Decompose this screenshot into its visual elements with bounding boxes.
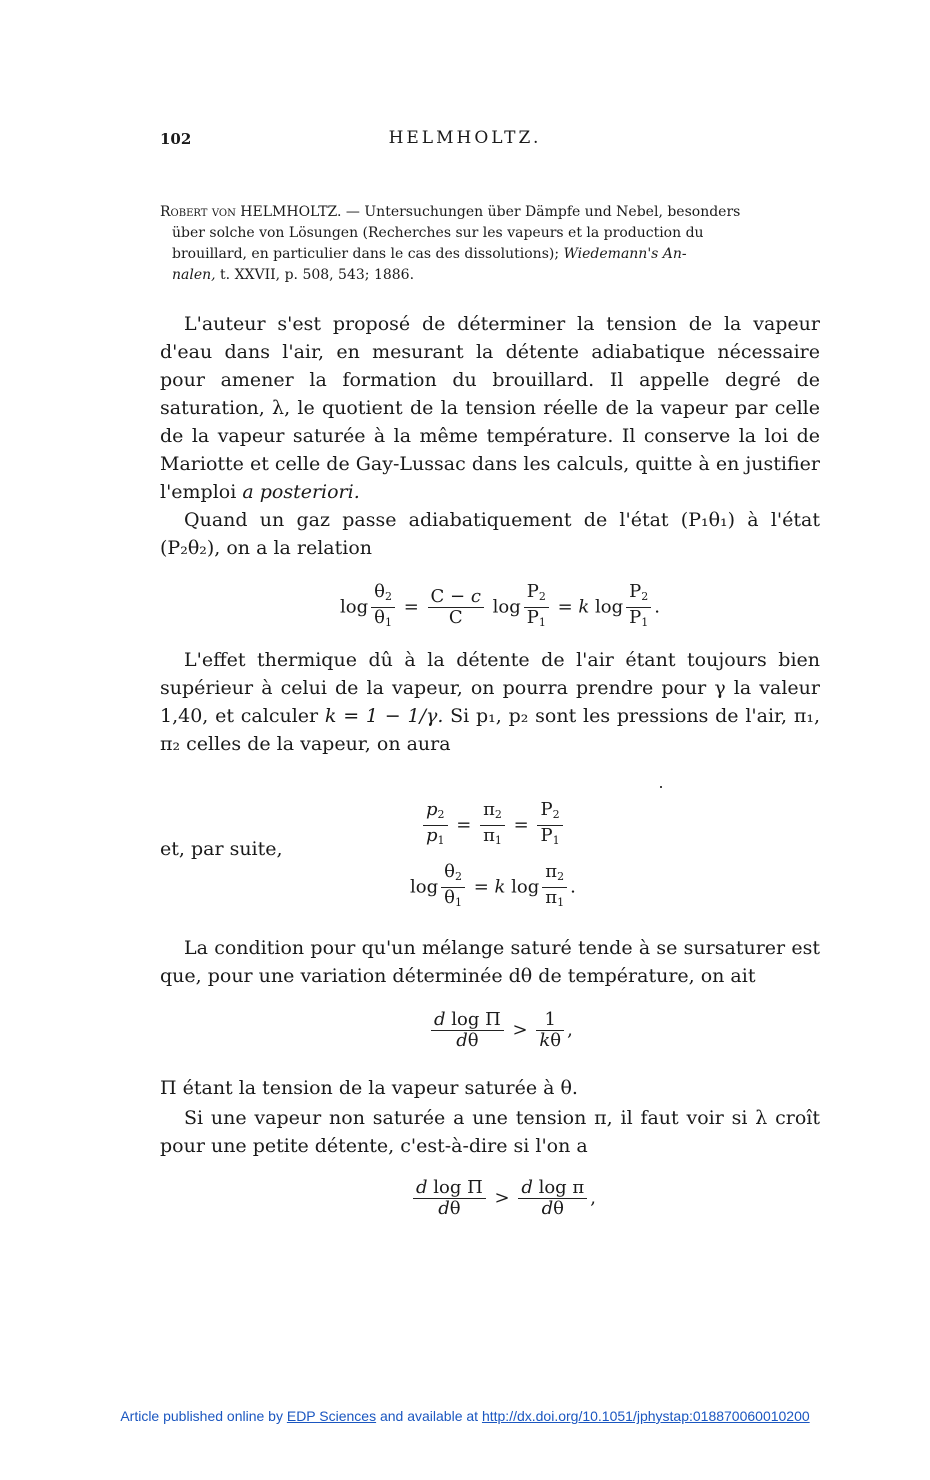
paragraph-pi-definition: Π étant la tension de la vapeur saturée à θ.	[160, 1077, 578, 1099]
paragraph-thermal-text-end: Si p₁, p₂ sont les pressions de l'air, π₁, π₂ celles de la vapeur, on aura	[160, 705, 821, 755]
equation-saturation-condition: $\frac{\text{d log Π}}{d\theta}$ > $\frac{1}{k\theta}$ ,	[428, 1010, 573, 1051]
bibliographic-reference	[160, 202, 820, 286]
reference-line-3	[160, 244, 820, 265]
publication-footer	[0, 1408, 930, 1424]
reference-line-4	[160, 265, 820, 286]
label-et-par-suite: et, par suite,	[160, 838, 283, 860]
paragraph-intro-text: L'auteur s'est proposé de déterminer la tension de la vapeur d'eau dans l'air, en mesurant la détente adiabatique nécessaire pour amener la formation du brouillard. Il appelle degré de saturation, λ, le quotient de la tension réelle de la vapeur par celle de la vapeur saturée à la même température. Il conserve la loi de Mariotte et celle de Gay-Lussac dans les calculs, quitte à en justifier l'emploi	[160, 313, 820, 503]
edp-sciences-link[interactable]: EDP Sciences	[286, 1408, 377, 1424]
paragraph-unsaturated: Si une vapeur non saturée a une tension π, il faut voir si λ croît pour une petite détente, c'est-à-dire si l'on a	[160, 1107, 820, 1157]
reference-line-2: über solche von Lösungen (Recherches sur les vapeurs et la production du	[172, 225, 704, 241]
doi-link[interactable]: http://dx.doi.org/10.1051/jphystap:018870060010200	[481, 1408, 810, 1424]
equation-pressure-ratio: $\frac{p_2}{p_1}$ = $\frac{\pi_2}{\pi_1}$ = $\frac{P_2}{P_1}$	[420, 800, 566, 851]
paragraph-thermal-effect	[160, 646, 820, 758]
paragraph-intro	[160, 310, 820, 506]
reference-journal: Wiedemann's An-	[563, 246, 687, 262]
footer-middle: and available at	[376, 1408, 482, 1424]
paragraph-adiabatic: Quand un gaz passe adiabatiquement de l'état (P₁θ₁) à l'état (P₂θ₂), on a la relation	[160, 509, 820, 559]
paragraph-thermal-k: k = 1 − 1/γ.	[324, 705, 444, 727]
running-title: HELMHOLTZ.	[388, 128, 542, 148]
reference-title-start: — Untersuchungen über Dämpfe und Nebel, besonders	[341, 204, 741, 220]
reference-french-title-end: brouillard, en particulier dans le cas des dissolutions);	[172, 246, 564, 262]
paragraph-thermal-text: L'effet thermique dû à la détente de l'air étant toujours bien supérieur à celui de la vapeur, on pourra prendre pour γ la valeur 1,40, et calculer	[160, 649, 820, 727]
stray-mark	[660, 786, 662, 788]
equation-adiabatic-relation: log $\frac{\theta_2}{\theta_1}$ = $\frac{C - c}{C}$ log $\frac{P_2}{P_1}$ = k log $\frac{P_2}{P_1}$ .	[340, 581, 661, 629]
reference-author: Robert von HELMHOLTZ.	[160, 204, 342, 220]
footer-prefix: Article published online by	[120, 1408, 287, 1424]
paragraph-condition: La condition pour qu'un mélange saturé tende à se sursaturer est que, pour une variation déterminée dθ de température, on ait	[160, 937, 820, 987]
reference-volume-pages: t. XXVII, p. 508, 543; 1886.	[215, 267, 415, 283]
equation-unsaturated-condition: $\frac{\text{d log Π}}{d\theta}$ > $\frac{\text{d log π}}{d\theta}$ ,	[410, 1178, 596, 1219]
reference-journal-cont: nalen,	[172, 267, 216, 283]
paragraph-intro-italic: a posteriori.	[242, 481, 360, 503]
page-number: 102	[160, 130, 192, 148]
equation-temperature-ratio: log $\frac{\theta_2}{\theta_1}$ = k log $\frac{\pi_2}{\pi_1}$ .	[410, 861, 576, 909]
reference-line-1	[160, 202, 820, 223]
